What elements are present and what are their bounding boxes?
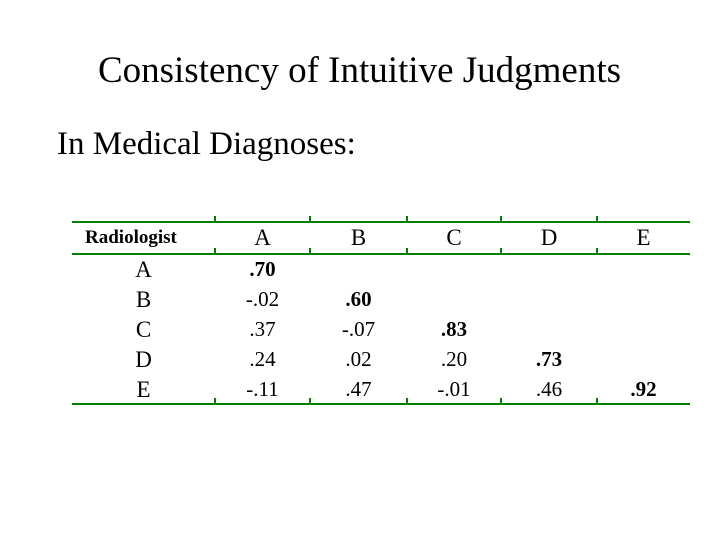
column-divider-tick [596, 216, 598, 223]
slide-subtitle: In Medical Diagnoses: [57, 126, 356, 162]
radiologist-correlation-table [72, 221, 690, 405]
cell-E-B: .47 [345, 376, 372, 401]
cell-B-E [597, 284, 690, 314]
cell-D-A: .24 [249, 346, 276, 371]
cell-A-A: .70 [249, 256, 276, 281]
cell-A-D [501, 254, 597, 284]
cell-D-D: .73 [535, 346, 563, 371]
column-divider-tick [596, 398, 598, 405]
cell-C-A: .37 [249, 316, 276, 341]
cell-A-C [407, 254, 501, 284]
column-divider-tick [500, 248, 502, 255]
column-divider-tick [214, 398, 216, 405]
column-divider-tick [406, 398, 408, 405]
column-divider-tick [214, 248, 216, 255]
cell-E-A: -.11 [246, 376, 279, 401]
column-divider-tick [500, 216, 502, 223]
row-header-A: A [135, 256, 152, 282]
column-divider-tick [309, 216, 311, 223]
cell-A-B [310, 254, 407, 284]
corner-header-radiologist: Radiologist [85, 227, 177, 248]
column-header-D: D [540, 225, 558, 250]
column-divider-tick [214, 216, 216, 223]
column-divider-tick [406, 216, 408, 223]
cell-C-C: .83 [440, 316, 468, 341]
cell-E-E: .92 [630, 376, 657, 401]
cell-D-B: .02 [345, 346, 372, 371]
cell-C-D [501, 314, 597, 344]
cell-B-D [501, 284, 597, 314]
column-divider-tick [309, 398, 311, 405]
cell-B-B: .60 [345, 286, 372, 311]
column-header-B: B [350, 225, 367, 250]
cell-C-B: -.07 [341, 316, 376, 341]
column-divider-tick [309, 248, 311, 255]
slide-title: Consistency of Intuitive Judgments [97, 50, 622, 91]
cell-E-D: .46 [535, 376, 563, 401]
cell-D-C: .20 [440, 346, 468, 371]
row-header-E: E [136, 376, 151, 402]
cell-A-E [597, 254, 690, 284]
column-header-C: C [446, 225, 462, 250]
column-divider-tick [500, 398, 502, 405]
column-divider-tick [596, 248, 598, 255]
row-header-B: B [135, 286, 152, 312]
column-divider-tick [406, 248, 408, 255]
cell-B-C [407, 284, 501, 314]
cell-D-E [597, 344, 690, 374]
cell-B-A: -.02 [245, 286, 280, 311]
row-header-D: D [135, 346, 152, 372]
cell-C-E [597, 314, 690, 344]
row-header-C: C [135, 316, 152, 342]
column-header-E: E [636, 225, 651, 250]
column-header-A: A [254, 225, 271, 250]
cell-E-C: -.01 [437, 376, 471, 401]
